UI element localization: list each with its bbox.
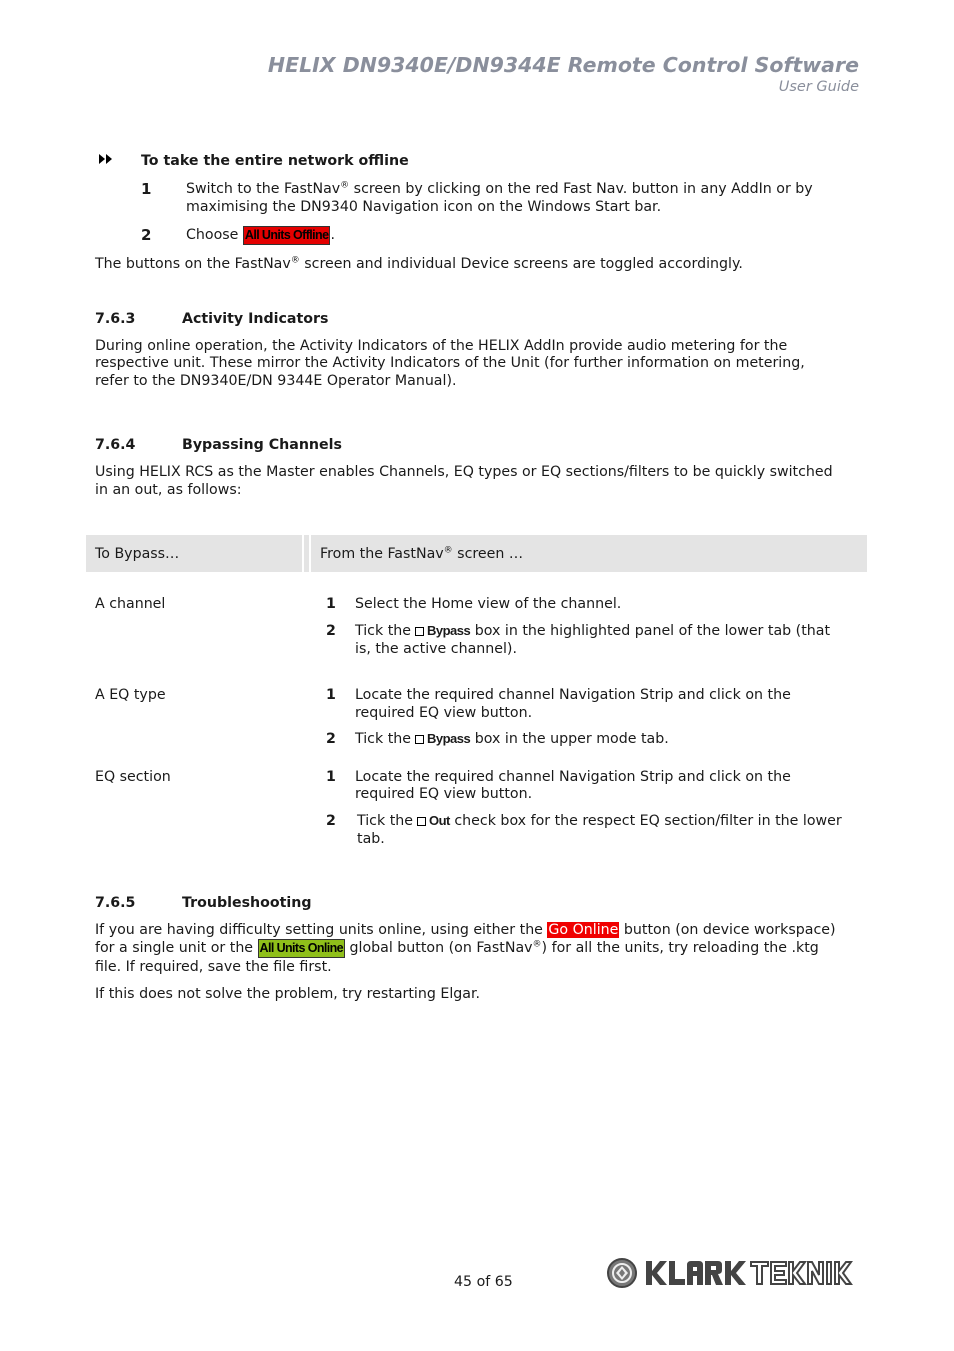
paragraph-line: for a single unit or the All Units Online global button (on FastNav®) for all the units, try reloading the .ktg bbox=[95, 939, 819, 956]
step-number: 1 bbox=[326, 596, 336, 612]
klark-teknik-logo bbox=[606, 1257, 862, 1289]
step-text: maximising the DN9340 Navigation icon on the Windows Start bar. bbox=[186, 199, 662, 215]
bypass-checkbox-label: Bypass bbox=[426, 623, 471, 638]
table-header-col2: From the FastNav® screen … bbox=[320, 545, 524, 562]
step-text: Switch to the FastNav® screen by clicking on the red Fast Nav. button in any AddIn or by bbox=[186, 180, 813, 197]
section-title: Troubleshooting bbox=[182, 895, 312, 911]
step-number: 2 bbox=[326, 623, 336, 639]
double-arrow-bullet-icon bbox=[98, 152, 114, 166]
step-number: 1 bbox=[141, 180, 152, 198]
step-number: 1 bbox=[326, 687, 336, 703]
step-text: Locate the required channel Navigation Strip and click on the bbox=[355, 769, 791, 785]
step-text: required EQ view button. bbox=[355, 786, 533, 802]
step-text: Tick the Out check box for the respect EQ section/filter in the lower bbox=[357, 813, 842, 829]
paragraph: The buttons on the FastNav® screen and individual Device screens are toggled accordingly. bbox=[95, 255, 743, 272]
table-header-col1: To Bypass… bbox=[95, 546, 180, 562]
paragraph-line: During online operation, the Activity Indicators of the HELIX AddIn provide audio metering for the bbox=[95, 338, 788, 354]
section-number: 7.6.5 bbox=[95, 895, 136, 911]
step-number: 1 bbox=[326, 769, 336, 785]
page-number: 45 of 65 bbox=[454, 1274, 513, 1290]
paragraph-line: If you are having difficulty setting units online, using either the Go Online button (on device workspace) bbox=[95, 922, 836, 938]
table-row-label: A EQ type bbox=[95, 687, 166, 703]
bypass-checkbox[interactable] bbox=[415, 627, 424, 636]
go-online-button[interactable]: Go Online bbox=[548, 922, 619, 938]
document-subtitle: User Guide bbox=[778, 79, 859, 95]
step-number: 2 bbox=[141, 226, 152, 244]
section-number: 7.6.3 bbox=[95, 311, 136, 327]
step-text: Choose All Units Offline . bbox=[186, 227, 335, 243]
paragraph-line: Using HELIX RCS as the Master enables Channels, EQ types or EQ sections/filters to be quickly switched bbox=[95, 464, 833, 480]
all-units-offline-button[interactable]: All Units Offline bbox=[243, 226, 331, 245]
offline-heading: To take the entire network offline bbox=[141, 153, 409, 169]
step-number: 2 bbox=[326, 731, 336, 747]
paragraph-line: file. If required, save the file first. bbox=[95, 959, 332, 975]
paragraph-line: If this does not solve the problem, try restarting Elgar. bbox=[95, 986, 481, 1002]
paragraph-line: in an out, as follows: bbox=[95, 482, 242, 498]
table-row-label: A channel bbox=[95, 596, 166, 612]
table-row-label: EQ section bbox=[95, 769, 171, 785]
out-checkbox-label: Out bbox=[428, 813, 450, 828]
step-text: Select the Home view of the channel. bbox=[355, 596, 622, 612]
paragraph-line: respective unit. These mirror the Activity Indicators of the Unit (for further information on metering, bbox=[95, 355, 805, 371]
bypass-checkbox[interactable] bbox=[415, 735, 424, 744]
bypass-checkbox-label: Bypass bbox=[426, 731, 471, 746]
step-text: tab. bbox=[357, 831, 385, 847]
step-text: Tick the Bypass box in the highlighted panel of the lower tab (that bbox=[355, 623, 831, 639]
paragraph-line: refer to the DN9340E/DN 9344E Operator Manual). bbox=[95, 373, 457, 389]
section-title: Bypassing Channels bbox=[182, 437, 342, 453]
all-units-online-button[interactable]: All Units Online bbox=[258, 939, 345, 958]
step-number: 2 bbox=[326, 813, 336, 829]
document-title: HELIX DN9340E/DN9344E Remote Control Software bbox=[267, 53, 859, 77]
step-text: Locate the required channel Navigation Strip and click on the bbox=[355, 687, 791, 703]
step-text: required EQ view button. bbox=[355, 705, 533, 721]
step-text: Tick the Bypass box in the upper mode tab. bbox=[355, 731, 669, 747]
table-divider bbox=[302, 535, 304, 572]
step-text: is, the active channel). bbox=[355, 641, 517, 657]
section-number: 7.6.4 bbox=[95, 437, 136, 453]
section-title: Activity Indicators bbox=[182, 311, 329, 327]
table-divider bbox=[309, 535, 311, 572]
out-checkbox[interactable] bbox=[417, 817, 426, 826]
